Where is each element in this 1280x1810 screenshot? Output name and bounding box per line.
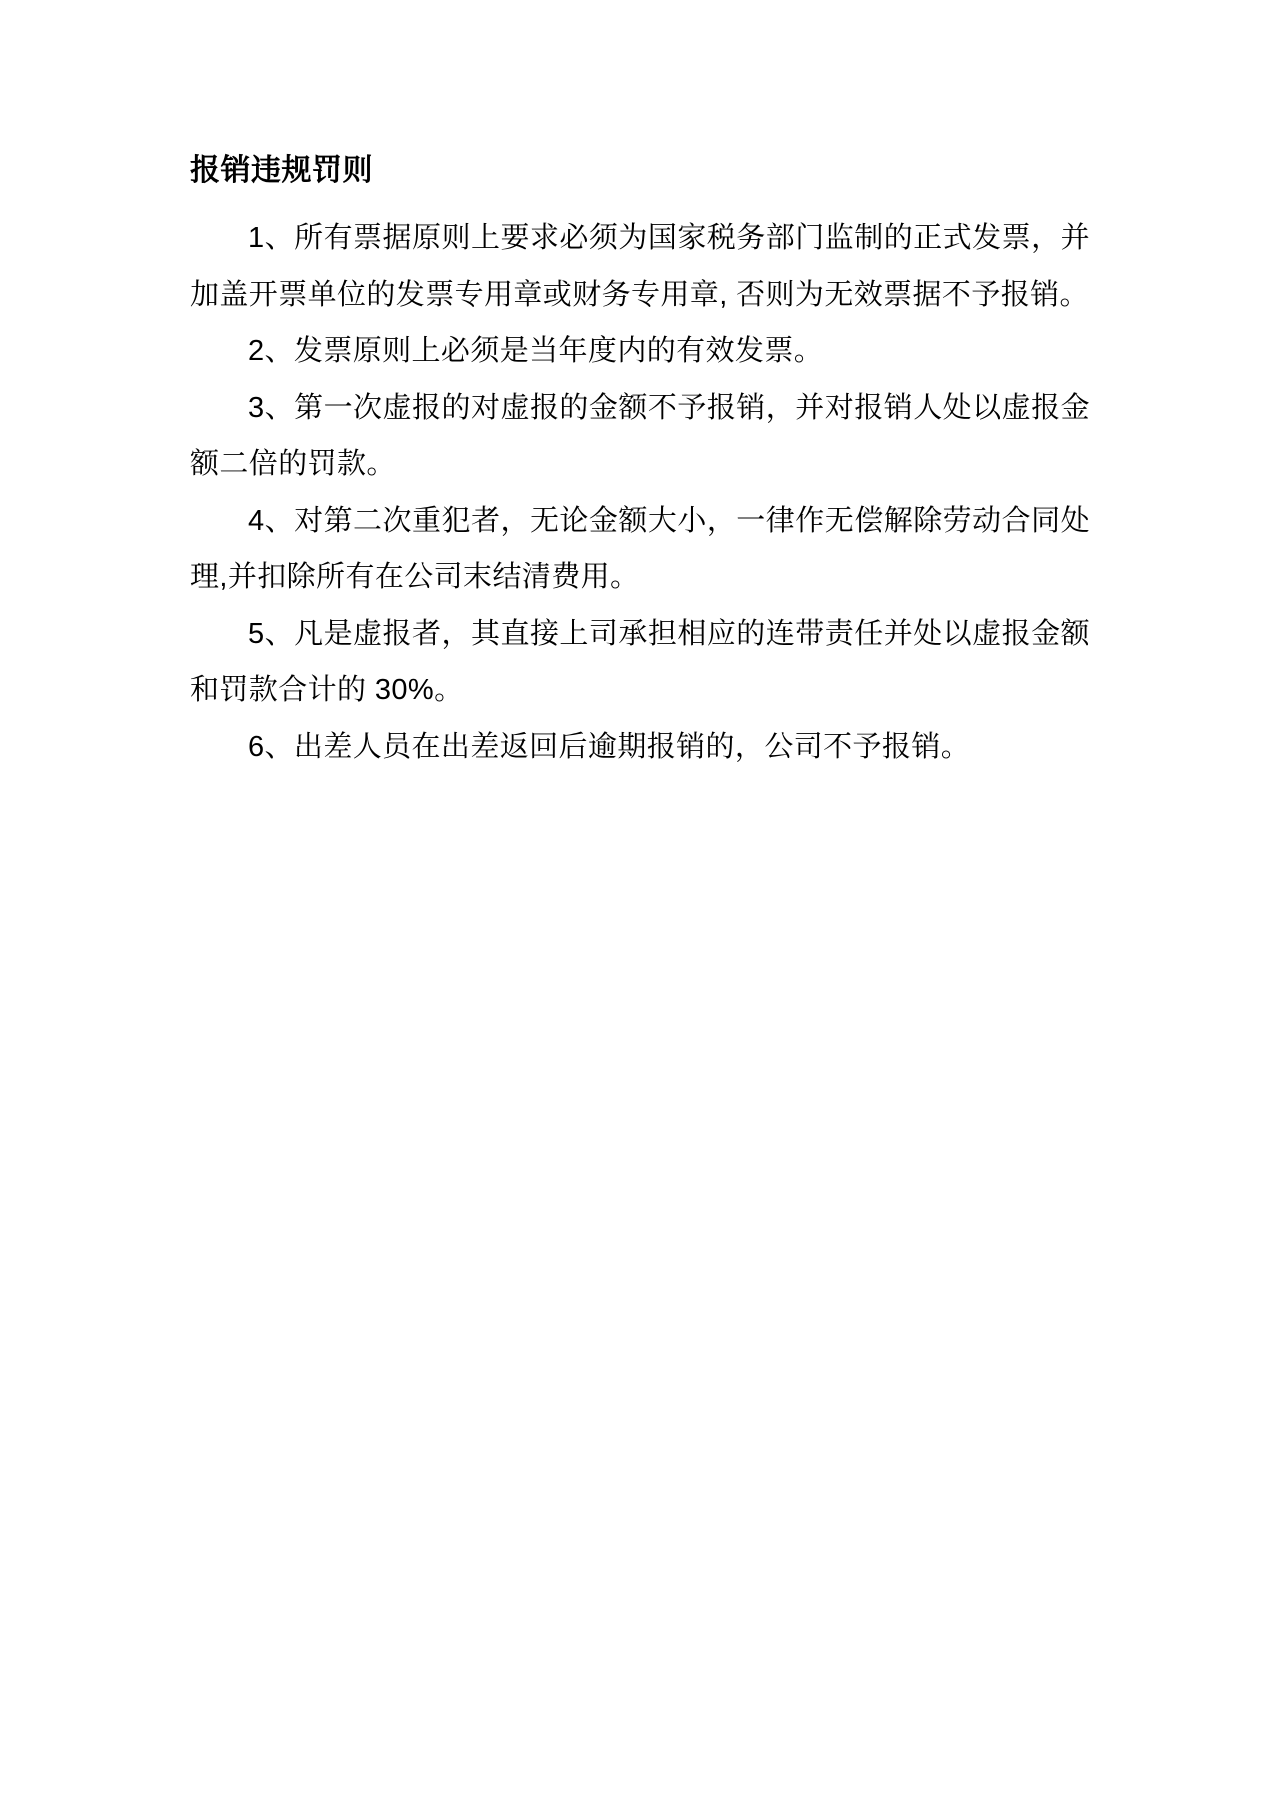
paragraph-2: 2、发票原则上必须是当年度内的有效发票。	[248, 335, 824, 368]
paragraph-4: 4、对第二次重犯者，无论金额大小，一律作无偿解除劳动合同处理,并扣除所有在公司末结清费用。	[190, 504, 1090, 594]
paragraph-5: 5、凡是虚报者，其直接上司承担相应的连带责任并处以虚报金额和罚款合计的 30%。	[190, 617, 1090, 707]
paragraph-3: 3、第一次虚报的对虚报的金额不予报销，并对报销人处以虚报金额二倍的罚款。	[190, 391, 1090, 481]
paragraph-6: 6、出差人员在出差返回后逾期报销的，公司不予报销。	[248, 730, 971, 763]
paragraph-1: 1、所有票据原则上要求必须为国家税务部门监制的正式发票，并加盖开票单位的发票专用章或财务专用章, 否则为无效票据不予报销。	[190, 222, 1090, 311]
document-body	[190, 210, 1090, 775]
page-title: 报销违规罚则	[190, 154, 373, 187]
